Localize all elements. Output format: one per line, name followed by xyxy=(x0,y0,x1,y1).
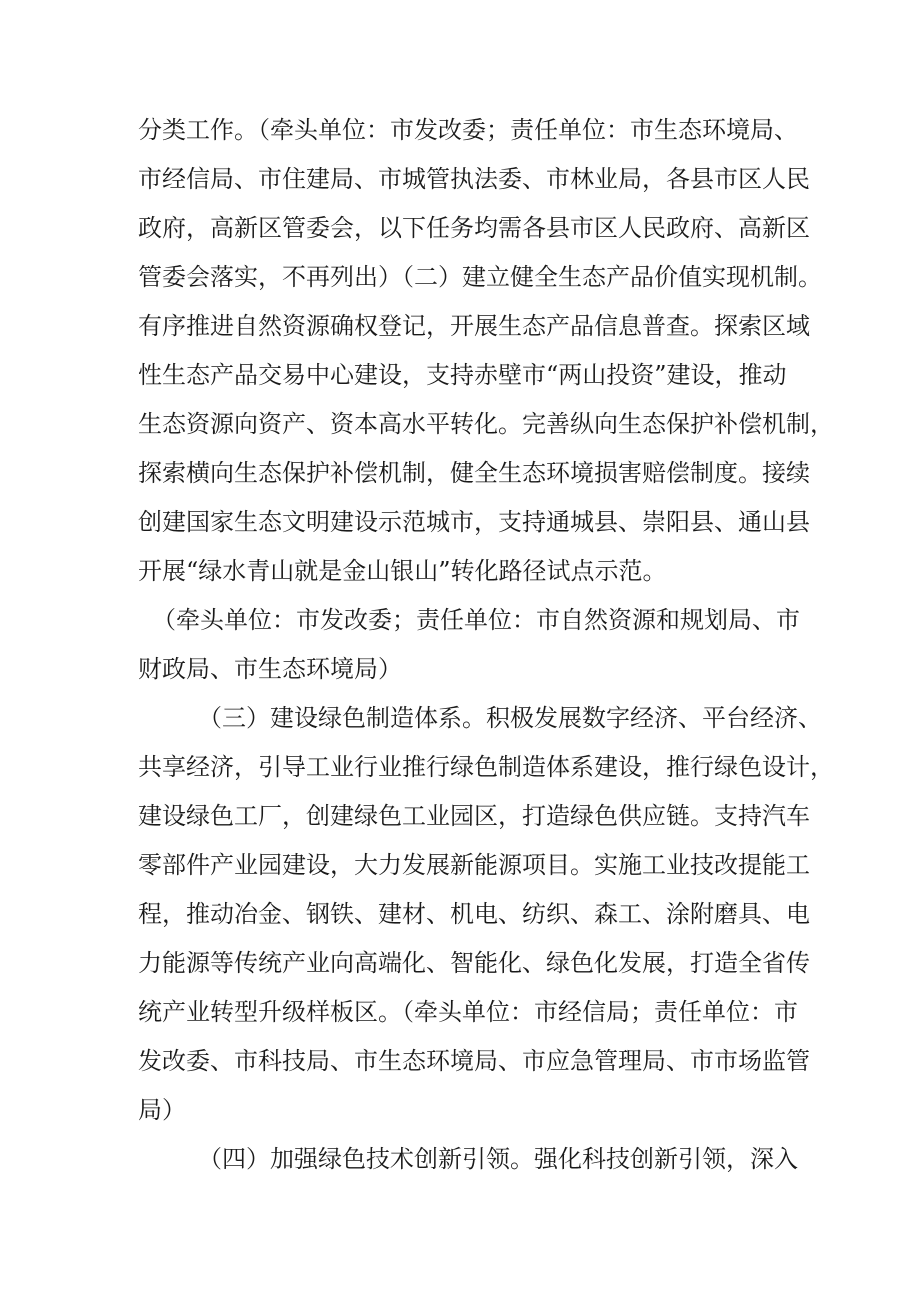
text-line: （牵头单位：市发改委；责任单位：市自然资源和规划局、市 xyxy=(152,606,800,634)
text-line: 零部件产业园建设，大力发展新能源项目。实施工业技改提能工 xyxy=(138,851,810,879)
text-line: 统产业转型升级样板区。（牵头单位：市经信局；责任单位：市 xyxy=(138,998,798,1026)
text-line: 创建国家生态文明建设示范城市，支持通城县、崇阳县、通山县 xyxy=(138,508,810,536)
text-line: 探索横向生态保护补偿机制，健全生态环境损害赔偿制度。接续 xyxy=(138,459,810,487)
text-line: 有序推进自然资源确权登记，开展生态产品信息普查。探索区域 xyxy=(138,312,810,340)
text-line: 开展“绿水青山就是金山银山”转化路径试点示范。 xyxy=(138,557,667,585)
text-line: 建设绿色工厂，创建绿色工业园区，打造绿色供应链。支持汽车 xyxy=(138,802,810,830)
text-line: 管委会落实，不再列出）（二）建立健全生态产品价值实现机制。 xyxy=(138,263,822,291)
text-line: 力能源等传统产业向高端化、智能化、绿色化发展，打造全省传 xyxy=(138,949,810,977)
text-line: 发改委、市科技局、市生态环境局、市应急管理局、市市场监管 xyxy=(138,1047,810,1075)
text-line: 程，推动冶金、钢铁、建材、机电、纺织、森工、涂附磨具、电 xyxy=(138,900,810,928)
text-line: （四）加强绿色技术创新引领。强化科技创新引领，深入 xyxy=(198,1145,798,1173)
text-line: 政府，高新区管委会，以下任务均需各县市区人民政府、高新区 xyxy=(138,214,810,242)
text-line: 分类工作。（牵头单位：市发改委；责任单位：市生态环境局、 xyxy=(138,116,798,144)
text-line: 生态资源向资产、资本高水平转化。完善纵向生态保护补偿机制， xyxy=(138,410,834,438)
text-line: 共享经济，引导工业行业推行绿色制造体系建设，推行绿色设计， xyxy=(138,753,834,781)
text-line: 局） xyxy=(138,1096,186,1124)
text-line: 财政局、市生态环境局） xyxy=(138,655,402,683)
text-line: （三）建设绿色制造体系。积极发展数字经济、平台经济、 xyxy=(198,704,822,732)
text-line: 性生态产品交易中心建设，支持赤壁市“两山投资”建设，推动 xyxy=(138,361,787,389)
text-line: 市经信局、市住建局、市城管执法委、市林业局，各县市区人民 xyxy=(138,165,810,193)
